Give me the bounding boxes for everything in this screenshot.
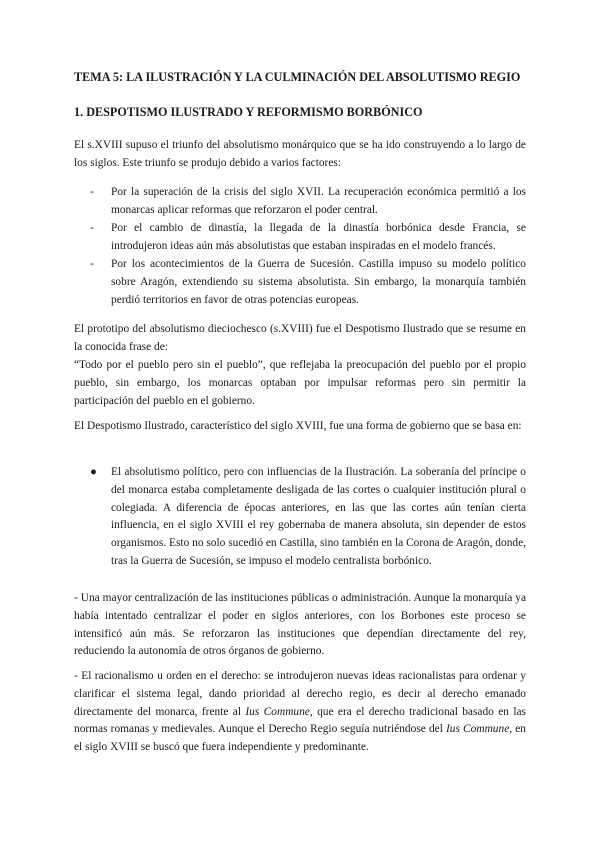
basis-paragraph: El Despotismo Ilustrado, característico del siglo XVIII, fue una forma de gobierno que se basa en: [74,420,522,432]
factor-marker-1: - [90,186,94,198]
quote-paragraph: “Todo por el pueblo pero sin el pueblo”, que reflejaba la preocupación del pueblo por el propio pueblo, sin embargo, los monarcas optaban por impulsar reformas pero sin permitir la participación del pueblo en el gobierno. [74,359,526,407]
rationalism-paragraph [74,668,526,757]
rationalism-text-2: , que era el derecho tradicional basado en las normas romanas y medievales. Aunque el Derecho Regio seguía nutriéndose del [74,705,526,736]
section-heading: 1. DESPOTISMO ILUSTRADO Y REFORMISMO BORBÓNICO [74,105,423,119]
rationalism-text-1: - El racionalismo u orden en el derecho: se introdujeron nuevas ideas racionalistas para ordenar y clarificar el sistema legal, dando prioridad al derecho regio, es decir al derecho emanado directamente del monarca, frente al [74,670,526,718]
ius-commune-term-2: Ius Commune [446,723,510,736]
basis-bullet-marker: ● [90,466,97,478]
factor-item-2: Por el cambio de dinastía, la llegada de la dinastía borbónica desde Francia, se introdujeron ideas aún más absolutistas que estaban inspiradas en el modelo francés. [111,222,526,252]
centralization-paragraph: - Una mayor centralización de las instituciones públicas o administración. Aunque la monarquía ya había intentado centralizar el poder en siglos anteriores, con los Borbones este proceso se intensificó aún más. Se reforzaron las instituciones que dependían directamente del rey, reduciendo la autonomía de otros órganos de gobierno. [74,592,526,658]
basis-item: El absolutismo político, pero con influencias de la Ilustración. La soberanía del príncipe o del monarca estaba completamente desligada de las cortes o cualquier institución plural o colegiada. A diferencia de épocas anteriores, en las que las cortes aún tenían cierta influencia, en el siglo XVIII el rey gobernaba de manera absoluta, sin depender de estos organismos. Esto no solo sucedió en Castilla, sino también en la Corona de Aragón, donde, tras la Guerra de Sucesión, se impuso el modelo centralista borbónico. [111,466,526,567]
factor-item-3: Por los acontecimientos de la Guerra de Sucesión. Castilla impuso su modelo político sobre Aragón, extendiendo su sistema absolutista. Sin embargo, la monarquía también perdió territorios en favor de otras potencias europeas. [111,258,526,306]
ius-commune-term-1: Ius Commune [245,705,310,718]
intro-paragraph: El s.XVIII supuso el triunfo del absolutismo monárquico que se ha ido construyendo a lo largo de los siglos. Este triunfo se produjo debido a varios factores: [74,139,526,169]
rationalism-text-3: , en el siglo XVIII se buscó que fuera independiente y predominante. [74,723,526,754]
factor-marker-3: - [90,258,94,270]
factor-item-1: Por la superación de la crisis del siglo XVII. La recuperación económica permitió a los monarcas aplicar reformas que reforzaron el poder central. [111,186,526,216]
page-title: TEMA 5: LA ILUSTRACIÓN Y LA CULMINACIÓN DEL ABSOLUTISMO REGIO [74,70,521,84]
prototype-paragraph: El prototipo del absolutismo dieciochesco (s.XVIII) fue el Despotismo Ilustrado que se resume en la conocida frase de: [74,323,526,353]
factor-marker-2: - [90,222,94,234]
